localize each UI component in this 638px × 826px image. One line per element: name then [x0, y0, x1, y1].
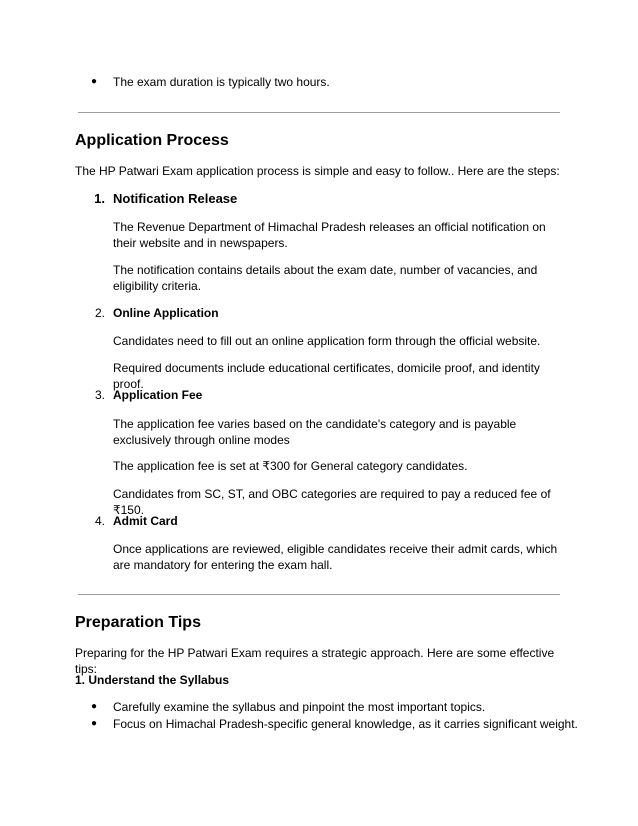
list-item: Carefully examine the syllabus and pinpoint the most important topics. — [113, 700, 486, 714]
step-paragraph: Candidates from SC, ST, and OBC categories are required to pay a reduced fee of ₹150. — [113, 487, 551, 517]
bullet-icon: ● — [91, 718, 98, 729]
step-title: Online Application — [113, 306, 219, 320]
step-number: 1. — [94, 191, 105, 206]
step-number: 3. — [94, 388, 105, 402]
step-title: Application Fee — [113, 388, 203, 402]
bullet-icon: ● — [91, 76, 98, 87]
divider — [78, 112, 560, 113]
step-paragraph: The application fee varies based on the candidate's category and is payable exclusively through online modes — [113, 417, 517, 447]
section-intro: The HP Patwari Exam application process is simple and easy to follow.. Here are the steps: — [75, 164, 560, 178]
step-paragraph: The Revenue Department of Himachal Pradesh releases an official notification on their website and in newspapers. — [113, 220, 546, 250]
subsection-heading: 1. Understand the Syllabus — [75, 673, 230, 687]
step-title: Notification Release — [113, 191, 238, 206]
section-heading-preparation-tips: Preparation Tips — [75, 614, 201, 631]
step-number: 4. — [94, 514, 105, 528]
list-item: The exam duration is typically two hours. — [113, 75, 330, 89]
step-paragraph: The application fee is set at ₹300 for General category candidates. — [113, 459, 468, 473]
step-paragraph: Candidates need to fill out an online application form through the official website. — [113, 334, 541, 348]
section-heading-application-process: Application Process — [75, 132, 229, 149]
list-item: Focus on Himachal Pradesh-specific general knowledge, as it carries significant weight. — [113, 717, 578, 731]
step-paragraph: The notification contains details about the exam date, number of vacancies, and eligibility criteria. — [113, 263, 538, 293]
bullet-icon: ● — [91, 701, 98, 712]
step-number: 2. — [94, 306, 105, 320]
step-title: Admit Card — [113, 514, 178, 528]
step-paragraph: Required documents include educational certificates, domicile proof, and identity proof. — [113, 361, 540, 391]
divider — [78, 594, 560, 595]
step-paragraph: Once applications are reviewed, eligible candidates receive their admit cards, which are mandatory for entering the exam hall. — [113, 542, 558, 572]
section-intro: Preparing for the HP Patwari Exam requires a strategic approach. Here are some effective tips: — [75, 646, 555, 676]
